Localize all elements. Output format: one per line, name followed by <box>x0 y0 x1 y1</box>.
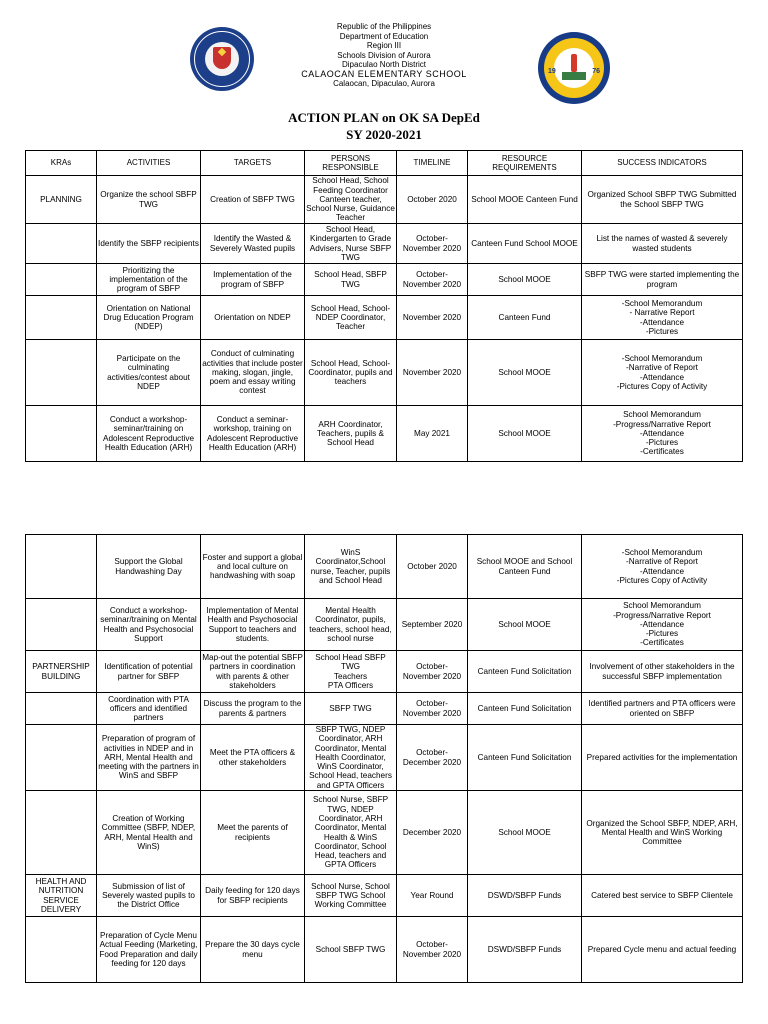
indicators-cell: Identified partners and PTA officers were oriented on SBFP <box>582 693 743 725</box>
target-cell: Foster and support a global and local culture on handwashing with soap <box>201 535 305 599</box>
column-header: RESOURCE REQUIREMENTS <box>468 151 582 176</box>
target-cell: Meet the PTA officers & other stakeholders <box>201 725 305 791</box>
kra-cell: HEALTH AND NUTRITION SERVICE DELIVERY <box>26 875 97 917</box>
persons-cell: School Head, School Feeding Coordinator Canteen teacher, School Nurse, Guidance Teacher <box>306 176 395 223</box>
persons-cell: School Head, School-Coordinator, pupils and teachers <box>305 340 397 406</box>
indicators-cell: Organized the School SBFP, NDEP, ARH, Mental Health and WinS Working Committee <box>582 791 743 875</box>
timeline-cell: September 2020 <box>397 599 468 651</box>
resources-cell: School MOOE <box>468 791 582 875</box>
persons-cell: ARH Coordinator, Teachers, pupils & School Head <box>305 406 397 462</box>
activity-cell: Preparation of Cycle Menu Actual Feeding (Marketing, Food Preparation and daily feeding for 120 days <box>97 917 201 983</box>
kra-cell <box>26 917 97 983</box>
table-row <box>26 693 743 725</box>
target-cell: Orientation on NDEP <box>201 296 305 340</box>
kra-cell <box>26 264 97 296</box>
table-row <box>26 725 743 791</box>
indicators-cell: -School Memorandum - Narrative Report -Attendance -Pictures <box>582 296 743 340</box>
table-row <box>26 296 743 340</box>
kra-cell <box>26 340 97 406</box>
resources-cell: School MOOE <box>468 406 582 462</box>
school-address: Calaocan, Dipaculao, Aurora <box>333 79 435 88</box>
timeline-cell: October 2020 <box>397 176 468 224</box>
target-cell: Meet the parents of recipients <box>201 791 305 875</box>
resources-cell: Canteen Fund Solicitation <box>468 725 582 791</box>
school-seal-icon <box>538 32 610 104</box>
table-row <box>26 264 743 296</box>
timeline-cell: October-November 2020 <box>397 264 468 296</box>
table-row <box>26 340 743 406</box>
persons-cell: Mental Health Coordinator, pupils, teachers, school head, school nurse <box>305 599 397 651</box>
table-row <box>26 791 743 875</box>
target-cell: Discuss the program to the parents & partners <box>201 693 305 725</box>
activity-cell: Submission of list of Severely wasted pupils to the District Office <box>97 875 201 917</box>
timeline-cell: October-November 2020 <box>397 693 468 725</box>
activity-cell: Identification of potential partner for SBFP <box>97 651 201 693</box>
header-line: Republic of the Philippines <box>336 22 432 31</box>
column-header: TARGETS <box>201 151 305 176</box>
table-header-row <box>26 151 743 176</box>
indicators-cell: Involvement of other stakeholders in the successful SBFP implementation <box>582 651 743 693</box>
action-plan-table-2 <box>25 534 743 983</box>
resources-cell: Canteen Fund Solicitation <box>468 651 582 693</box>
activity-cell: Support the Global Handwashing Day <box>97 535 201 599</box>
indicators-cell: School Memorandum -Progress/Narrative Report -Attendance -Pictures -Certificates <box>582 599 743 651</box>
deped-seal-icon <box>190 27 254 91</box>
timeline-cell: May 2021 <box>397 406 468 462</box>
persons-cell: School SBFP TWG <box>305 917 397 983</box>
target-cell: Implementation of Mental Health and Psychosocial Support to teachers and students. <box>201 599 305 651</box>
activity-cell: Orientation on National Drug Education Program (NDEP) <box>97 296 201 340</box>
indicators-cell: Catered best service to SBFP Clientele <box>582 875 743 917</box>
seal-year-right: 76 <box>592 68 600 75</box>
kra-cell <box>26 406 97 462</box>
table-row <box>26 176 743 224</box>
persons-cell: School Nurse, SBFP TWG, NDEP Coordinator, ARH Coordinator, Mental Health & WinS Coordinator, School Head, teachers and GPTA Officers <box>305 791 397 875</box>
kra-cell <box>26 693 97 725</box>
table-row <box>26 651 743 693</box>
action-plan-table-1 <box>25 150 743 462</box>
target-cell: Daily feeding for 120 days for SBFP recipients <box>201 875 305 917</box>
column-header: TIMELINE <box>397 151 468 176</box>
school-name: CALAOCAN ELEMENTARY SCHOOL <box>301 68 467 79</box>
seal-year-left: 19 <box>548 68 556 75</box>
timeline-cell: November 2020 <box>397 340 468 406</box>
activity-cell: Conduct a workshop-seminar/training on Adolescent Reproductive Health Education (ARH) <box>97 406 201 462</box>
persons-cell: WinS Coordinator,School nurse, Teacher, pupils and School Head <box>305 535 397 599</box>
kra-cell <box>26 725 97 791</box>
target-cell: Conduct of culminating activities that include poster making, slogan, jingle, poem and essay writing contest <box>201 340 305 406</box>
kra-cell <box>26 224 97 264</box>
target-cell: Prepare the 30 days cycle menu <box>201 917 305 983</box>
resources-cell: Canteen Fund Solicitation <box>468 693 582 725</box>
header-line: Schools Division of Aurora <box>337 50 431 60</box>
indicators-cell: -School Memorandum -Narrative of Report -Attendance -Pictures Copy of Activity <box>582 535 743 599</box>
header-line: Department of Education <box>339 31 429 41</box>
timeline-cell: October-November 2020 <box>397 917 468 983</box>
timeline-cell: October-December 2020 <box>397 725 468 791</box>
table-row <box>26 599 743 651</box>
table-row <box>26 406 743 462</box>
target-cell: Conduct a seminar-workshop, training on Adolescent Reproductive Health Education (ARH) <box>201 406 305 462</box>
column-header: KRAs <box>26 151 97 176</box>
letterhead <box>0 22 768 92</box>
activity-cell: Preparation of program of activities in NDEP and in ARH, Mental Health and meeting with the partners in WinS and SBFP <box>97 725 201 791</box>
document-title: ACTION PLAN on OK SA DepEd <box>288 110 480 125</box>
indicators-cell: Prepared Cycle menu and actual feeding <box>582 917 743 983</box>
target-cell: Implementation of the program of SBFP <box>201 264 305 296</box>
resources-cell: School MOOE and School Canteen Fund <box>468 535 582 599</box>
indicators-cell: -School Memorandum -Narrative of Report -Attendance -Pictures Copy of Activity <box>582 340 743 406</box>
indicators-cell: Organized School SBFP TWG Submitted the School SBFP TWG <box>582 176 743 224</box>
activity-cell: Conduct a workshop-seminar/training on Mental Health and Psychosocial Support <box>97 599 201 651</box>
kra-cell <box>26 296 97 340</box>
persons-cell: School Head SBFP TWG Teachers PTA Officers <box>305 651 397 693</box>
table-row <box>26 224 743 264</box>
header-line: Region III <box>366 41 402 50</box>
timeline-cell: Year Round <box>397 875 468 917</box>
timeline-cell: October-November 2020 <box>397 224 468 264</box>
target-cell: Map-out the potential SBFP partners in coordination with parents & other stakeholders <box>201 651 305 693</box>
table-row <box>26 875 743 917</box>
resources-cell: DSWD/SBFP Funds <box>468 875 582 917</box>
timeline-cell: December 2020 <box>397 791 468 875</box>
timeline-cell: October-November 2020 <box>397 651 468 693</box>
resources-cell: DSWD/SBFP Funds <box>468 917 582 983</box>
activity-cell: Identify the SBFP recipients <box>97 224 201 264</box>
indicators-cell: Prepared activities for the implementation <box>582 725 743 791</box>
resources-cell: Canteen Fund School MOOE <box>468 224 582 264</box>
persons-cell: School Head, School-NDEP Coordinator, Teacher <box>305 296 397 340</box>
table-row <box>26 535 743 599</box>
kra-cell: PARTNERSHIP BUILDING <box>26 651 97 693</box>
column-header: SUCCESS INDICATORS <box>582 151 743 176</box>
target-cell: Identify the Wasted & Severely Wasted pupils <box>201 224 305 264</box>
kra-cell <box>26 791 97 875</box>
activity-cell: Creation of Working Committee (SBFP, NDEP, ARH, Mental Health and WinS) <box>97 791 201 875</box>
kra-cell <box>26 599 97 651</box>
kra-cell: PLANNING <box>26 176 97 224</box>
indicators-cell: SBFP TWG were started implementing the program <box>582 264 743 296</box>
indicators-cell: School Memorandum -Progress/Narrative Report -Attendance -Pictures -Certificates <box>582 406 743 462</box>
activity-cell: Coordination with PTA officers and identified partners <box>97 693 201 725</box>
indicators-cell: List the names of wasted & severely wasted students <box>582 224 743 264</box>
column-header: PERSONS RESPONSIBLE <box>305 151 397 176</box>
resources-cell: School MOOE <box>468 599 582 651</box>
resources-cell: Canteen Fund <box>468 296 582 340</box>
column-header: ACTIVITIES <box>97 151 201 176</box>
header-line: Dipaculao North District <box>341 60 427 69</box>
activity-cell: Organize the school SBFP TWG <box>97 176 201 224</box>
target-cell: Creation of SBFP TWG <box>201 176 305 224</box>
resources-cell: School MOOE <box>468 340 582 406</box>
timeline-cell: November 2020 <box>397 296 468 340</box>
persons-cell: School Head, SBFP TWG <box>305 264 397 296</box>
letterhead-text <box>250 22 518 89</box>
document-subtitle: SY 2020-2021 <box>346 127 422 142</box>
persons-cell: SBFP TWG <box>305 693 397 725</box>
resources-cell: School MOOE <box>468 264 582 296</box>
persons-cell: SBFP TWG, NDEP Coordinator, ARH Coordinator, Mental Health Coordinator, WinS Coordinator, School Head, teachers and GPTA Officers <box>305 725 397 791</box>
persons-cell: School Head, Kindergarten to Grade Advisers, Nurse SBFP TWG <box>305 224 397 264</box>
table-row <box>26 917 743 983</box>
timeline-cell: October 2020 <box>397 535 468 599</box>
resources-cell: School MOOE Canteen Fund <box>468 176 582 224</box>
kra-cell <box>26 535 97 599</box>
persons-cell: School Nurse, School SBFP TWG School Working Committee <box>305 875 397 917</box>
activity-cell: Prioritizing the implementation of the program of SBFP <box>97 264 201 296</box>
activity-cell: Participate on the culminating activities/contest about NDEP <box>97 340 201 406</box>
